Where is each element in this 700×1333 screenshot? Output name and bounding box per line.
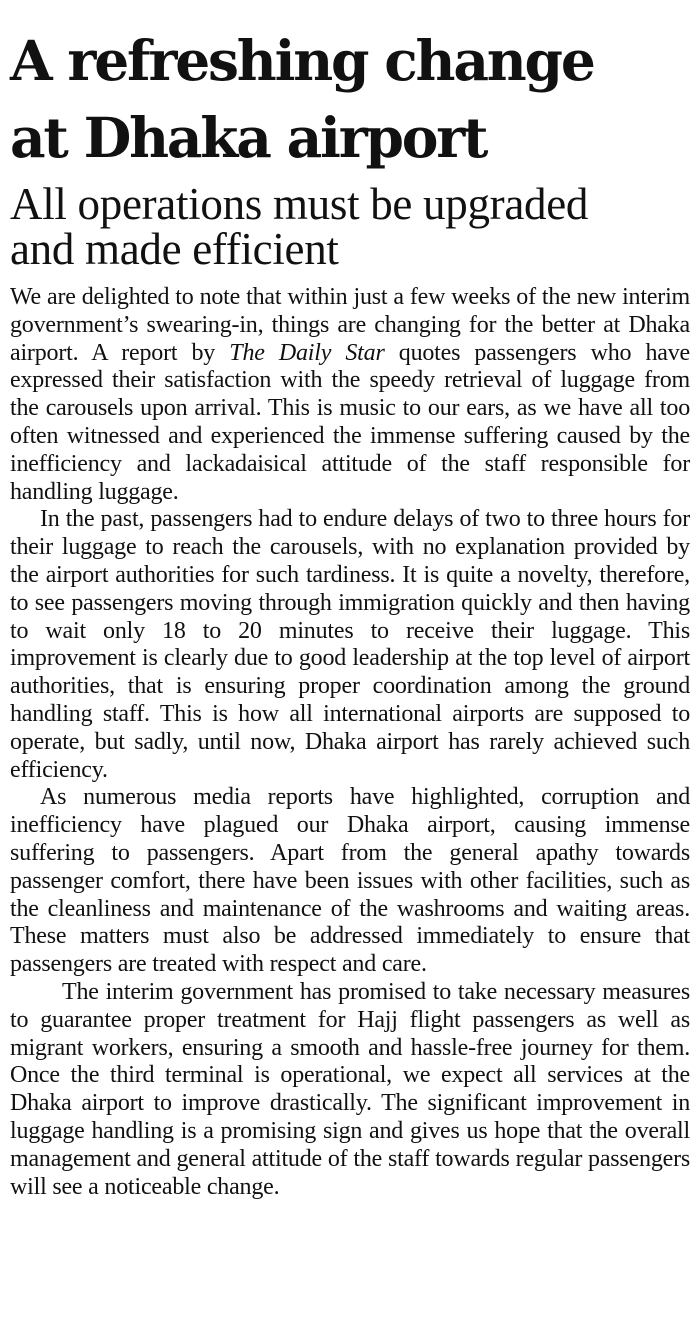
body-paragraph-3: As numerous media reports have highlighted, corruption and inefficiency have plagued our Dhaka airport, causing immense suffering to passengers. Apart from the general apathy towards passenger comfort, there have been issues with other facilities, such as the cleanliness and maintenance of the washrooms and waiting areas. These matters must also be addressed immediately to ensure that passengers are treated with respect and care.: [10, 784, 690, 978]
subheadline-line-1: All operations must be upgraded: [10, 179, 589, 229]
publication-name: The Daily Star: [229, 339, 385, 366]
paragraph-1-text-end: quotes passengers who have expressed their satisfaction with the speedy retrieval of luggage from the carousels upon arrival. This is music to our ears, as we have all too often witnessed and experienced the immense suffering caused by the inefficiency and lackadaisical attitude of the staff responsible for handling luggage.: [10, 339, 690, 505]
paragraph-1-text-start: We are delighted to note that within just a few weeks of the new interim government’s swearing-in, things are changing for the better at Dhaka airport. A report by: [10, 284, 690, 366]
headline: [10, 22, 690, 176]
body-paragraph-1: [10, 284, 690, 506]
article-body: [10, 284, 690, 1201]
editorial-article: [10, 22, 690, 1201]
subheadline: [10, 179, 690, 274]
headline-line-1: A refreshing change: [10, 28, 594, 93]
body-paragraph-4: The interim government has promised to take necessary measures to guarantee proper treatment for Hajj flight passengers as well as migrant workers, ensuring a smooth and hassle-free journey for them. Once the third terminal is operational, we expect all services at the Dhaka airport to improve drastically. The significant improvement in luggage handling is a promising sign and gives us hope that the overall management and general attitude of the staff towards regular passengers will see a noticeable change.: [10, 978, 690, 1200]
body-paragraph-2: In the past, passengers had to endure delays of two to three hours for their luggage to reach the carousels, with no explanation provided by the airport authorities for such tardiness. It is quite a novelty, therefore, to see passengers moving through immigration quickly and then having to wait only 18 to 20 minutes to receive their luggage. This improvement is clearly due to good leadership at the top level of airport authorities, that is ensuring proper coordination among the ground handling staff. This is how all international airports are supposed to operate, but sadly, until now, Dhaka airport has rarely achieved such efficiency.: [10, 506, 690, 783]
headline-line-2: at Dhaka airport: [10, 105, 487, 170]
subheadline-line-2: and made efficient: [10, 224, 339, 274]
